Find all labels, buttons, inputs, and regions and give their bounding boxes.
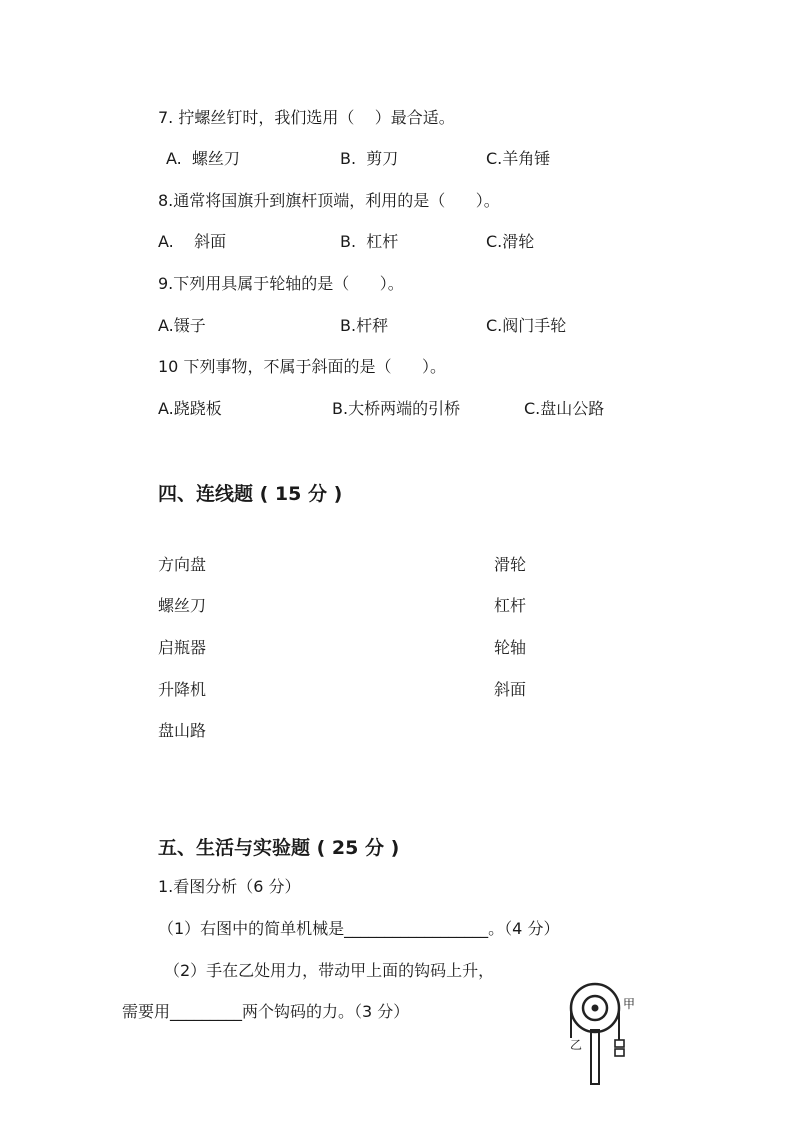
section-5-title: 五、生活与实验题 ( 25 分 ) [158, 837, 400, 859]
match-right-item: 轮轴 [494, 638, 527, 657]
pulley-axle [592, 1005, 599, 1012]
question-10-option-b: B.大桥两端的引桥 [332, 399, 461, 418]
question-7-option-c: C.羊角锤 [486, 149, 551, 168]
q1-part2-continued: 需要用_________两个钩码的力。（3 分） [122, 1002, 410, 1021]
section-4-title: 四、连线题 ( 15 分 ) [158, 483, 343, 505]
match-right-item: 斜面 [494, 680, 527, 699]
question-9-option-b: B.杆秤 [340, 316, 389, 335]
question-7-option-b: B. 剪刀 [340, 149, 399, 168]
label-yi: 乙 [570, 1038, 583, 1052]
question-8-stem: 8.通常将国旗升到旗杆顶端，利用的是（ ）。 [158, 191, 500, 210]
match-left-item: 螺丝刀 [158, 596, 207, 615]
match-left-item: 方向盘 [158, 555, 207, 574]
question-9-option-c: C.阀门手轮 [486, 316, 567, 335]
match-right-item: 滑轮 [494, 555, 527, 574]
question-8-option-a: A. 斜面 [158, 232, 227, 251]
weight-bottom [615, 1049, 624, 1056]
question-7-option-a: A. 螺丝刀 [166, 149, 240, 168]
question-9-stem: 9.下列用具属于轮轴的是（ ）。 [158, 274, 404, 293]
pulley-diagram [560, 978, 640, 1088]
question-10-option-a: A.跷跷板 [158, 399, 222, 418]
question-8-option-c: C.滑轮 [486, 232, 535, 251]
q1-title: 1.看图分析（6 分） [158, 877, 301, 896]
question-8-option-b: B. 杠杆 [340, 232, 399, 251]
match-left-item: 盘山路 [158, 721, 207, 740]
q1-part2: （2）手在乙处用力，带动甲上面的钩码上升， [164, 961, 495, 980]
match-left-item: 启瓶器 [158, 638, 207, 657]
match-right-item: 杠杆 [494, 596, 527, 615]
question-10-stem: 10 下列事物，不属于斜面的是（ ）。 [158, 357, 446, 376]
question-10-option-c: C.盘山公路 [524, 399, 605, 418]
weight-top [615, 1040, 624, 1047]
q1-part1: （1）右图中的简单机械是__________________。（4 分） [158, 919, 560, 938]
pulley-stand [591, 1030, 599, 1084]
match-left-item: 升降机 [158, 680, 207, 699]
question-7-stem: 7. 拧螺丝钉时，我们选用（ ）最合适。 [158, 108, 455, 127]
pulley-figure [560, 978, 640, 1088]
label-jia: 甲 [623, 997, 636, 1011]
question-9-option-a: A.镊子 [158, 316, 206, 335]
